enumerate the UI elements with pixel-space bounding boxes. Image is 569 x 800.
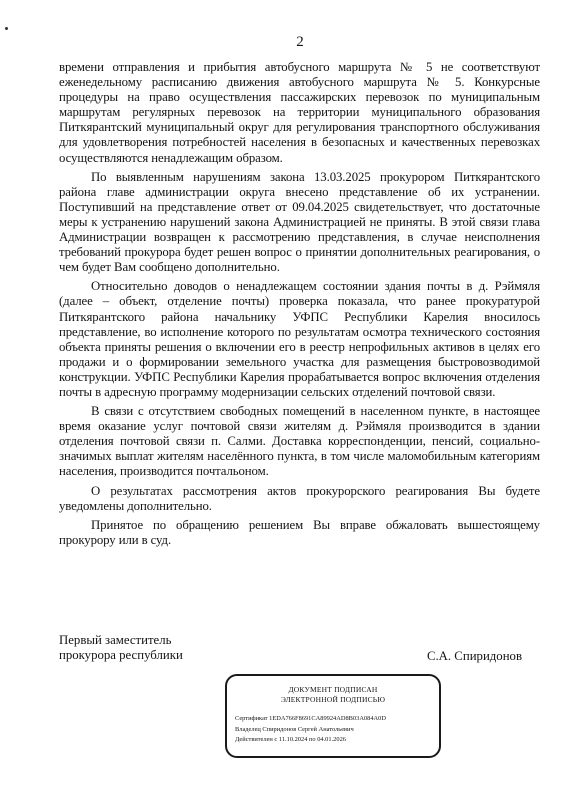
signatory-position-line2: прокурора республики [59, 648, 183, 662]
scan-mark [5, 27, 8, 30]
signatory-position [59, 633, 279, 663]
paragraph-postal-services: В связи с отсутствием свободных помещений в населенном пункте, в настоящее время оказание услуг почтовой связи жителям д. Рэймяля производится в здании отделения почтовой связи п. Салми. Доставка корреспонденции, пенсий, социально-значимых выплат жителям населённого пункта, в том числе маломобильным категориям населения, производится почтальоном. [59, 404, 540, 479]
electronic-signature-stamp [225, 674, 441, 758]
paragraph-prosecutor-submission: По выявленным нарушениям закона 13.03.2025 прокурором Питкярантского района главе администрации округа внесено представление об их устранении. Поступивший на представление ответ от 09.04.2025 свидетельствует, что достаточные меры к устранению нарушений закона Администрацией не приняты. В этой связи глава Администрации возвращен к рассмотрению представления, в случае неисполнения требований прокурора будет решен вопрос о принятии дополнительных реагирования, о чем будет Вам сообщено дополнительно. [59, 169, 540, 275]
letter-body [59, 60, 540, 552]
signatory-position-line1: Первый заместитель [59, 633, 172, 647]
stamp-title-line2: ЭЛЕКТРОННОЙ ПОДПИСЬЮ [280, 695, 386, 704]
paragraph-notification: О результатах рассмотрения актов прокурорского реагирования Вы будете уведомлены дополнительно. [59, 483, 540, 513]
paragraph-appeal-right: Принятое по обращению решением Вы вправе обжаловать вышестоящему прокурору или в суд. [59, 517, 540, 547]
stamp-certificate: Сертификат 1EDA766F8691CA89924AD8B03A084A0D [235, 715, 386, 722]
stamp-details [235, 714, 386, 746]
stamp-validity: Действителен с 11.10.2024 по 04.01.2026 [235, 736, 346, 743]
paragraph-post-office-building: Относительно доводов о ненадлежащем состоянии здания почты в д. Рэймяля (далее – объект, отделение почты) проверка показала, что ранее прокуратурой Питкярантского района начальнику УФПС Республики Карелия вносилось представление, во исполнение которого по результатам осмотра технического состояния объекта приняты решения о включении его в реестр непрофильных активов в целях его продажи и о формировании земельного участка для размещения быстровозводимой конструкции. УФПС Республики Карелия прорабатывается вопрос включения отделения почты в адресную программу модернизации сельских отделений почтовой связи. [59, 279, 540, 399]
signatory-name: С.А. Спиридонов [426, 649, 522, 663]
stamp-title [227, 685, 439, 705]
stamp-title-line1: ДОКУМЕНТ ПОДПИСАН [288, 685, 378, 694]
paragraph-bus-route: времени отправления и прибытия автобусного маршрута № 5 не соответствуют еженедельному расписанию движения автобусного маршрута № 5. Конкурсные процедуры на право осуществления пассажирских перевозок по муниципальным маршрутам регулярных перевозок на территории муниципального образования Питкярантский муниципальный округ для регулирования транспортного обслуживания для удовлетворения потребностей населения в безопасных и качественных перевозках осуществляются ненадлежащим образом. [59, 60, 540, 165]
page-number: 2 [296, 34, 304, 50]
stamp-owner: Владелец Спиридонов Сергей Анатольевич [235, 725, 354, 733]
